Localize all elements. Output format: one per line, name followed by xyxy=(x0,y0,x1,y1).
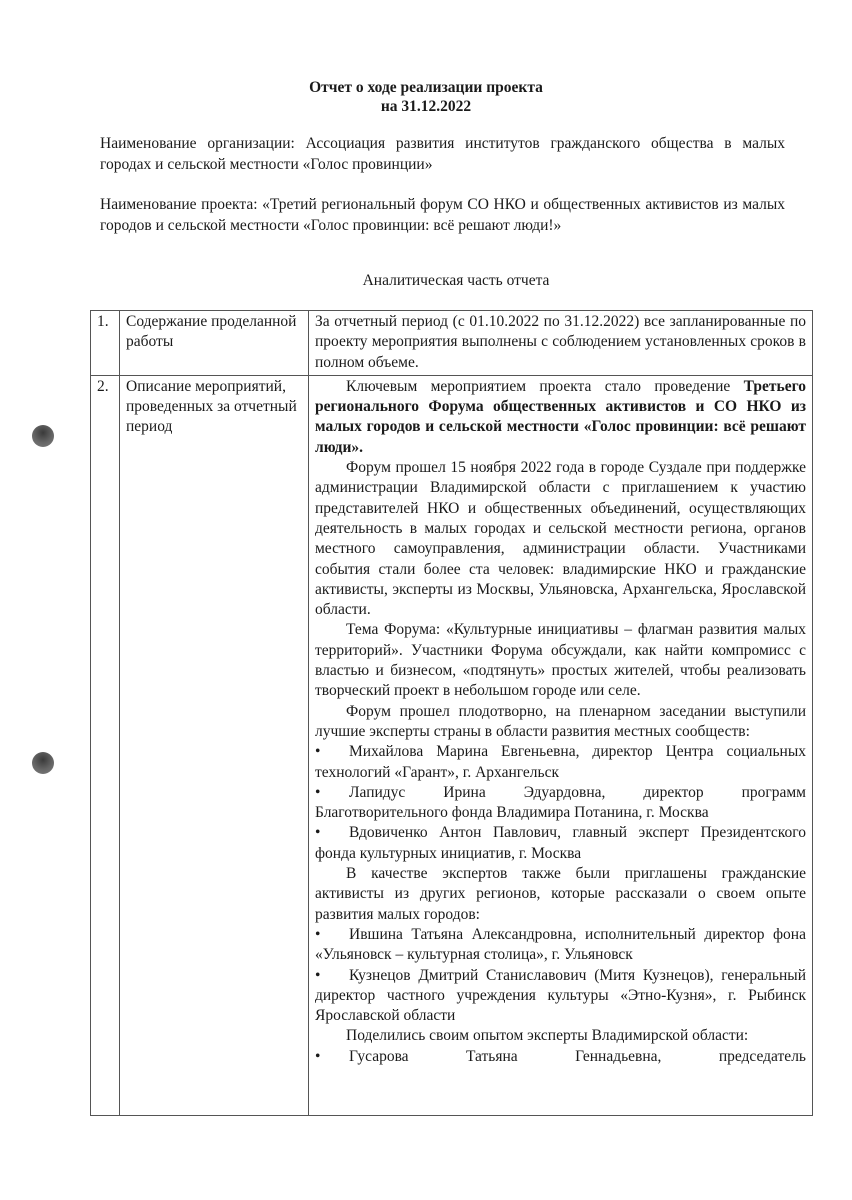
forum-name-bold: Третьего регионального Форума общественных активистов и СО НКО из малых городов и сельской местности «Голос провинции: всё решают люди». xyxy=(315,377,806,456)
title-line-1: Отчет о ходе реализации проекта xyxy=(309,79,543,96)
table-row xyxy=(91,375,813,1115)
bullet-icon: • xyxy=(315,925,321,943)
list-item: • Гусарова Татьяна Геннадьевна, председатель xyxy=(315,1047,806,1067)
list-item: • Кузнецов Дмитрий Станиславович (Митя Кузнецов), генеральный директор частного учреждения культуры «Этно-Кузня», г. Рыбинск Ярославской области xyxy=(315,966,806,1025)
row-label: Описание мероприятий, проведенных за отчетный период xyxy=(120,375,309,1115)
work-summary: За отчетный период (с 01.10.2022 по 31.12.2022) все запланированные по проекту мероприятия выполнены с соблюдением установленных сроков в полном объеме. xyxy=(315,313,806,371)
bullet-icon: • xyxy=(315,966,321,984)
report-table xyxy=(90,310,813,1116)
bullet-icon: • xyxy=(315,1047,321,1065)
bullet-icon: • xyxy=(315,743,321,761)
organization-name: Наименование организации: Ассоциация развития институтов гражданского общества в малых городах и сельской местности «Голос провинции» xyxy=(100,135,785,173)
row-number: 1. xyxy=(91,311,120,376)
list-item: • Лапидус Ирина Эдуардовна, директор программ Благотворительного фонда Владимира Потанина, г. Москва xyxy=(315,783,806,822)
table-row xyxy=(91,311,813,376)
key-event-intro: Ключевым мероприятием проекта стало проведение xyxy=(346,377,731,395)
bullet-icon: • xyxy=(315,824,321,842)
bullet-icon: • xyxy=(315,783,321,801)
list-item: • Михайлова Марина Евгеньевна, директор Центра социальных технологий «Гарант», г. Архангельск xyxy=(315,743,806,781)
punch-hole-bottom xyxy=(32,752,54,774)
activists-paragraph: В качестве экспертов также были приглашены гражданские активисты из других регионов, которые рассказали о своем опыте развития малых городов: xyxy=(315,865,806,923)
document-title xyxy=(0,78,852,116)
row-content xyxy=(309,375,813,1115)
list-item: • Вдовиченко Антон Павлович, главный эксперт Президентского фонда культурных инициатив, г. Москва xyxy=(315,824,806,862)
section-title: Аналитическая часть отчета xyxy=(362,272,550,289)
local-experts-paragraph: Поделились своим опытом эксперты Владимирской области: xyxy=(346,1027,749,1045)
row-label: Содержание проделанной работы xyxy=(120,311,309,376)
list-item: • Ившина Татьяна Александровна, исполнительный директор фона «Ульяновск – культурная столица», г. Ульяновск xyxy=(315,925,806,964)
project-name: Наименование проекта: «Третий региональный форум СО НКО и общественных активистов из малых городов и сельской местности «Голос провинции: всё решают люди!» xyxy=(100,196,785,234)
row-content xyxy=(309,311,813,376)
theme-paragraph: Тема Форума: «Культурные инициативы – флагман развития малых территорий». Участники Форума обсуждали, как найти компромисс с властью и бизнесом, «подтянуть» простых жителей, чтобы реализовать творческий проект в небольшом городе или селе. xyxy=(315,621,806,700)
key-event-paragraph xyxy=(315,377,806,458)
plenary-paragraph: Форум прошел плодотворно, на пленарном заседании выступили лучшие эксперты страны в области развития местных сообществ: xyxy=(315,702,806,740)
punch-hole-top xyxy=(32,425,54,447)
title-line-2: на 31.12.2022 xyxy=(380,98,472,115)
row-number: 2. xyxy=(91,375,120,1115)
forum-paragraph: Форум прошел 15 ноября 2022 года в городе Суздале при поддержке администрации Владимирской области с приглашением к участию представителей НКО и общественных объединений, осуществляющих деятельность в малых городах и сельской местности региона, органов местного самоуправления, администрации области. Участниками события стали более ста человек: владимирские НКО и гражданские активисты, эксперты из Москвы, Ульяновска, Архангельска, Ярославской области. xyxy=(315,459,806,619)
